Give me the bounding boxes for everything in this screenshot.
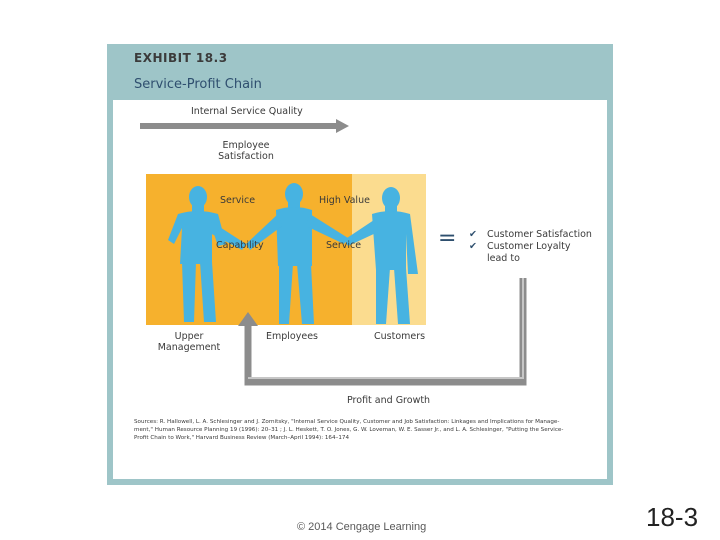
equals-sign: = xyxy=(438,226,457,251)
upper-management-label xyxy=(149,331,229,353)
copyright-credit: © 2014 Cengage Learning xyxy=(297,521,427,533)
high-value-bottom: Service xyxy=(326,240,362,251)
slide-number: 18-3 xyxy=(646,502,699,532)
customers-label: Customers xyxy=(374,331,426,342)
sources-line3: Profit Chain to Work," Harvard Business Review (March–April 1994): 164–174 xyxy=(134,435,350,441)
internal-service-quality-label: Internal Service Quality xyxy=(191,106,303,117)
sources-line1: Sources: R. Hallowell, L. A. Schlesinger and J. Zornitsky, "Internal Service Quality, Customer and Job Satisfaction: Linkages and Implications for Manage- xyxy=(134,419,560,425)
sources-note xyxy=(134,418,596,442)
exhibit-label: EXHIBIT 18.3 xyxy=(134,51,228,65)
check-icon: ✔ xyxy=(469,241,477,252)
upper-management-line1: Upper xyxy=(174,331,204,342)
employee-satisfaction-label xyxy=(216,140,276,162)
employees-label: Employees xyxy=(266,331,318,342)
exhibit-frame xyxy=(107,44,613,485)
customer-loyalty-label: Customer Loyalty xyxy=(487,241,571,252)
high-value-top: High Value xyxy=(319,195,370,206)
employee-satisfaction-line1: Employee xyxy=(222,140,270,151)
service-capability-top: Service xyxy=(220,195,256,206)
customer-satisfaction-label: Customer Satisfaction xyxy=(487,229,592,240)
sources-line2: ment," Human Resource Planning 19 (1996): 20–31 ; J. L. Heskett, T. O. Jones, G. W. Loveman, W. E. Sasser Jr., and L. A. Schlesinger, "Putting the Service- xyxy=(134,427,564,433)
exhibit-title: Service-Profit Chain xyxy=(134,77,262,92)
employee-satisfaction-line2: Satisfaction xyxy=(218,151,274,162)
upper-management-line2: Management xyxy=(157,342,221,353)
internal-quality-arrow xyxy=(140,119,350,135)
service-capability-bottom: Capability xyxy=(216,240,264,251)
lead-to-label: lead to xyxy=(487,253,520,264)
exhibit-header xyxy=(113,44,607,100)
profit-growth-label: Profit and Growth xyxy=(347,395,431,406)
check-icon: ✔ xyxy=(469,229,477,240)
